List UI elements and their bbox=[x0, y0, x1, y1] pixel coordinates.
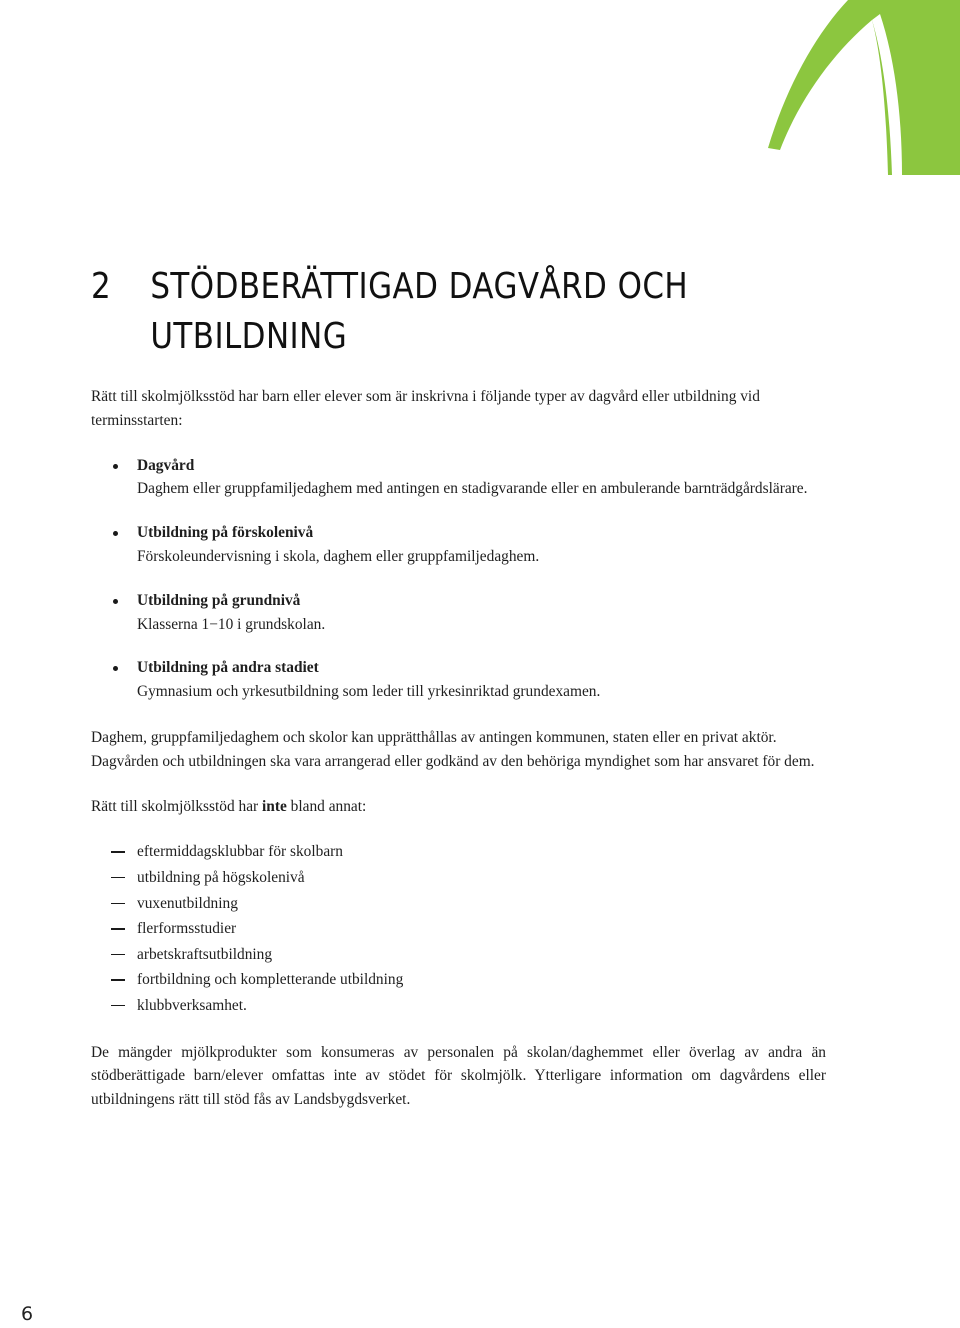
dash-icon bbox=[111, 979, 125, 980]
list-item-text: fortbildning och kompletterande utbildning bbox=[137, 971, 404, 989]
bullet-icon bbox=[113, 531, 118, 536]
bullet-icon bbox=[113, 464, 118, 469]
list-item bbox=[91, 916, 826, 942]
list-item-description: Gymnasium och yrkesutbildning som leder till yrkesinriktad grundexamen. bbox=[137, 683, 601, 701]
list-item-text: utbildning på högskolenivå bbox=[137, 868, 305, 886]
eligible-types-list bbox=[91, 454, 826, 704]
list-item-text: arbetskraftsutbildning bbox=[137, 945, 273, 963]
bullet-icon bbox=[113, 666, 118, 671]
list-item bbox=[91, 839, 826, 865]
list-item bbox=[91, 656, 826, 704]
chapter-number: 2 bbox=[91, 266, 112, 307]
list-item-description: Förskoleundervisning i skola, daghem eller gruppfamiljedaghem. bbox=[137, 547, 540, 565]
list-item bbox=[91, 454, 826, 502]
list-item-title: Utbildning på förskolenivå bbox=[137, 524, 314, 542]
dash-icon bbox=[111, 928, 125, 929]
bullet-icon bbox=[113, 599, 118, 604]
list-item-title: Utbildning på grundnivå bbox=[137, 591, 301, 609]
list-item bbox=[91, 865, 826, 891]
list-item-title: Utbildning på andra stadiet bbox=[137, 659, 319, 677]
document-body bbox=[91, 385, 826, 1112]
page-number: 6 bbox=[21, 1303, 34, 1325]
organizer-paragraph: Daghem, gruppfamiljedaghem och skolor kan upprätthållas av antingen kommunen, staten eller en privat aktör. Dagvården och utbildningen ska vara arrangerad eller godkänd av den behöriga myndighet som har ansvaret för dem. bbox=[91, 728, 815, 770]
exclusions-intro-start: Rätt till skolmjölksstöd har bbox=[91, 797, 263, 815]
list-item-title: Dagvård bbox=[137, 456, 195, 474]
exclusions-list bbox=[91, 839, 826, 1018]
list-item bbox=[91, 589, 826, 637]
exclusions-intro-emphasis: inte bbox=[262, 797, 287, 815]
list-item bbox=[91, 967, 826, 993]
list-item-description: Daghem eller gruppfamiljedaghem med antingen en stadigvarande eller en ambulerande barnträdgårdslärare. bbox=[137, 480, 808, 498]
list-item-text: eftermiddagsklubbar för skolbarn bbox=[137, 843, 343, 861]
closing-paragraph: De mängder mjölkprodukter som konsumeras av personalen på skolan/daghemmet eller överlag av andra än stödberättigade barn/elever omfattas inte av stödet för skolmjölk. Ytterligare information om dagvårdens eller utbildningens rätt till stöd fås av Landsbygdsverket. bbox=[91, 1043, 826, 1109]
list-item bbox=[91, 993, 826, 1019]
list-item-text: klubbverksamhet. bbox=[137, 996, 247, 1014]
dash-icon bbox=[111, 877, 125, 878]
exclusions-intro-end: bland annat: bbox=[286, 797, 367, 815]
green-leaf-decoration bbox=[0, 0, 960, 175]
list-item-text: flerformsstudier bbox=[137, 920, 237, 938]
exclusions-intro bbox=[91, 795, 826, 819]
list-item bbox=[91, 521, 826, 569]
dash-icon bbox=[111, 903, 125, 904]
intro-paragraph: Rätt till skolmjölksstöd har barn eller elever som är inskrivna i följande typer av dagvård eller utbildning vid terminsstarten: bbox=[91, 388, 760, 429]
list-item-description: Klasserna 1−10 i grundskolan. bbox=[137, 615, 326, 633]
list-item bbox=[91, 942, 826, 968]
dash-icon bbox=[111, 1005, 125, 1006]
dash-icon bbox=[111, 954, 125, 955]
list-item bbox=[91, 891, 826, 917]
list-item-text: vuxenutbildning bbox=[137, 894, 238, 912]
chapter-title: STÖDBERÄTTIGAD DAGVÅRD OCH UTBILDNING bbox=[150, 266, 689, 357]
dash-icon bbox=[111, 851, 125, 852]
